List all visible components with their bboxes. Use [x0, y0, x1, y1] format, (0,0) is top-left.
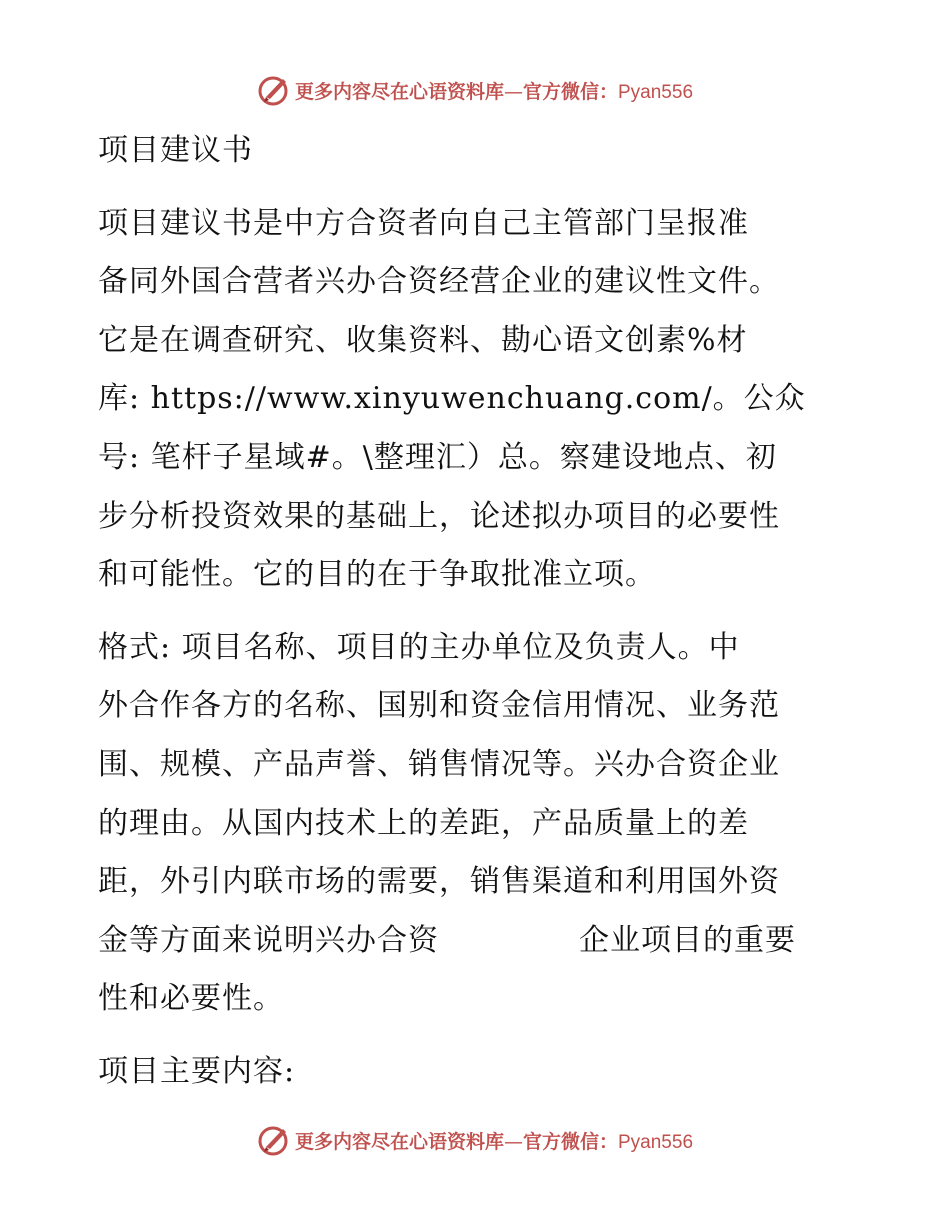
para2-line7: 性和必要性。	[98, 981, 284, 1017]
footer-wechat-id: Pyan556	[618, 1131, 694, 1153]
document-body	[98, 122, 858, 1102]
para2-line2: 外合作各方的名称、国别和资金信用情况、业务范	[98, 688, 780, 724]
footer-brand-text: 更多内容尽在心语资料库	[294, 1130, 504, 1153]
footer-dash: —	[503, 1130, 523, 1153]
header-wechat-id: Pyan556	[618, 81, 694, 103]
para2-line1: 格式: 项目名称、项目的主办单位及负责人。中	[98, 629, 740, 665]
para1-line4: 库: https://www.xinyuwenchuang.com/。公众	[98, 381, 806, 417]
header-wechat-label: 官方微信：	[522, 80, 618, 103]
footer-wechat-label: 官方微信：	[522, 1130, 618, 1153]
header-banner	[0, 68, 950, 112]
para1-line6: 步分析投资效果的基础上，论述拟办项目的必要性	[98, 498, 780, 534]
header-banner-text	[295, 77, 693, 104]
header-dash: —	[503, 80, 523, 103]
para2-line6a: 金等方面来说明兴办合资	[98, 922, 439, 958]
footer-banner-text	[295, 1127, 693, 1154]
para2-line3: 围、规模、产品声誉、销售情况等。兴办合资企业	[98, 746, 780, 782]
quill-logo-icon	[257, 1123, 291, 1157]
header-brand-text: 更多内容尽在心语资料库	[294, 80, 504, 103]
quill-logo-icon	[257, 73, 291, 107]
para2-line6b: 企业项目的重要	[579, 922, 796, 958]
para3-line1: 项目主要内容:	[98, 1053, 296, 1089]
paragraph-main-content	[98, 1043, 858, 1102]
para1-line1: 项目建议书是中方合资者向自己主管部门呈报准	[98, 205, 749, 241]
title-text: 项目建议书	[98, 133, 253, 168]
para2-line5: 距，外引内联市场的需要，销售渠道和利用国外资	[98, 864, 780, 900]
para1-line5: 号: 笔杆子星域#。\整理汇）总。察建设地点、初	[98, 439, 777, 475]
para1-line2: 备同外国合营者兴办合资经营企业的建议性文件。	[98, 264, 780, 300]
paragraph-format	[98, 619, 858, 1029]
document-title	[98, 122, 858, 181]
footer-banner	[0, 1118, 950, 1162]
para1-line3: 它是在调查研究、收集资料、勘心语文创素%材	[98, 322, 748, 358]
para1-line7: 和可能性。它的目的在于争取批准立项。	[98, 557, 656, 593]
para2-line4: 的理由。从国内技术上的差距，产品质量上的差	[98, 805, 749, 841]
paragraph-intro	[98, 195, 858, 605]
